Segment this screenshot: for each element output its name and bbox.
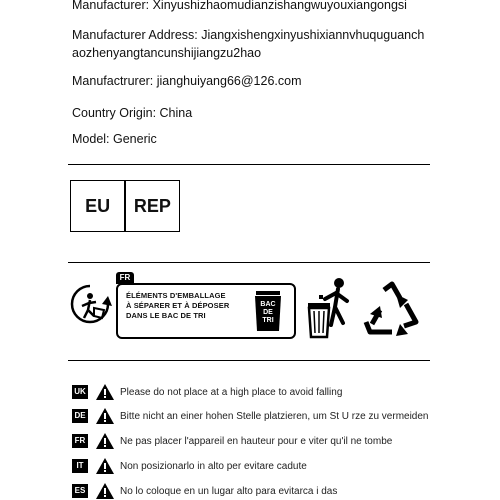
fr-line-2: À SÉPARER ET À DÉPOSER [126, 301, 230, 310]
manufacturer-line: Manufacturer: Xinyushizhaomudianzishangwuyouxiangongsi [72, 0, 407, 12]
bin-label-3: TRI [262, 317, 274, 324]
warning-row [72, 408, 452, 424]
address-line-1: Manufacturer Address: Jiangxishengxinyushixiannvhuquguanch [72, 28, 425, 42]
fr-line-3: DANS LE BAC DE TRI [126, 311, 206, 320]
warning-icon [96, 483, 114, 499]
warning-text: No lo coloque en un lugar alto para evitarca i das [120, 485, 338, 497]
fr-line-1: ÉLÉMENTS D'EMBALLAGE [126, 291, 226, 300]
warning-icon [96, 458, 114, 474]
warning-icon [96, 408, 114, 424]
fr-recycling-box [116, 273, 296, 339]
country-code: UK [72, 385, 88, 399]
warning-icon [96, 384, 114, 400]
warning-text: Non posizionarlo in alto per evitare cadute [120, 460, 307, 472]
address-line-2: aozhenyangtancunshijiangzu2hao [72, 46, 262, 60]
divider [68, 262, 430, 263]
warning-row [72, 384, 452, 400]
fr-tab: FR [116, 272, 134, 284]
eu-rep-box [70, 180, 180, 232]
country-code: DE [72, 409, 88, 423]
divider [68, 360, 430, 361]
warning-row [72, 458, 452, 474]
warning-text: Bitte nicht an einer hohen Stelle platzieren, um St U rze zu vermeiden [120, 410, 429, 422]
sorting-bin-icon [252, 289, 284, 333]
litter-bin-icon [305, 275, 357, 341]
rep-label: REP [133, 195, 171, 216]
warning-row [72, 433, 452, 449]
country-code: ES [72, 484, 88, 498]
model-line: Model: Generic [72, 132, 157, 146]
country-code: IT [72, 459, 88, 473]
country-line: Country Origin: China [72, 106, 193, 120]
warning-text: Ne pas placer l'appareil en hauteur pour e viter qu'il ne tombe [120, 435, 393, 447]
triman-icon [68, 282, 112, 326]
eu-label: EU [85, 195, 111, 216]
fr-recycling-text [126, 291, 246, 321]
warning-row [72, 483, 452, 499]
warning-icon [96, 433, 114, 449]
warning-text: Please do not place at a high place to avoid falling [120, 386, 343, 398]
bin-label-1: BAC [260, 301, 276, 308]
bin-label-2: DE [263, 309, 273, 316]
recycle-icon [360, 280, 424, 340]
country-code: FR [72, 434, 88, 448]
divider [68, 164, 430, 165]
email-line: Manufactrurer: jianghuiyang66@126.com [72, 74, 302, 88]
